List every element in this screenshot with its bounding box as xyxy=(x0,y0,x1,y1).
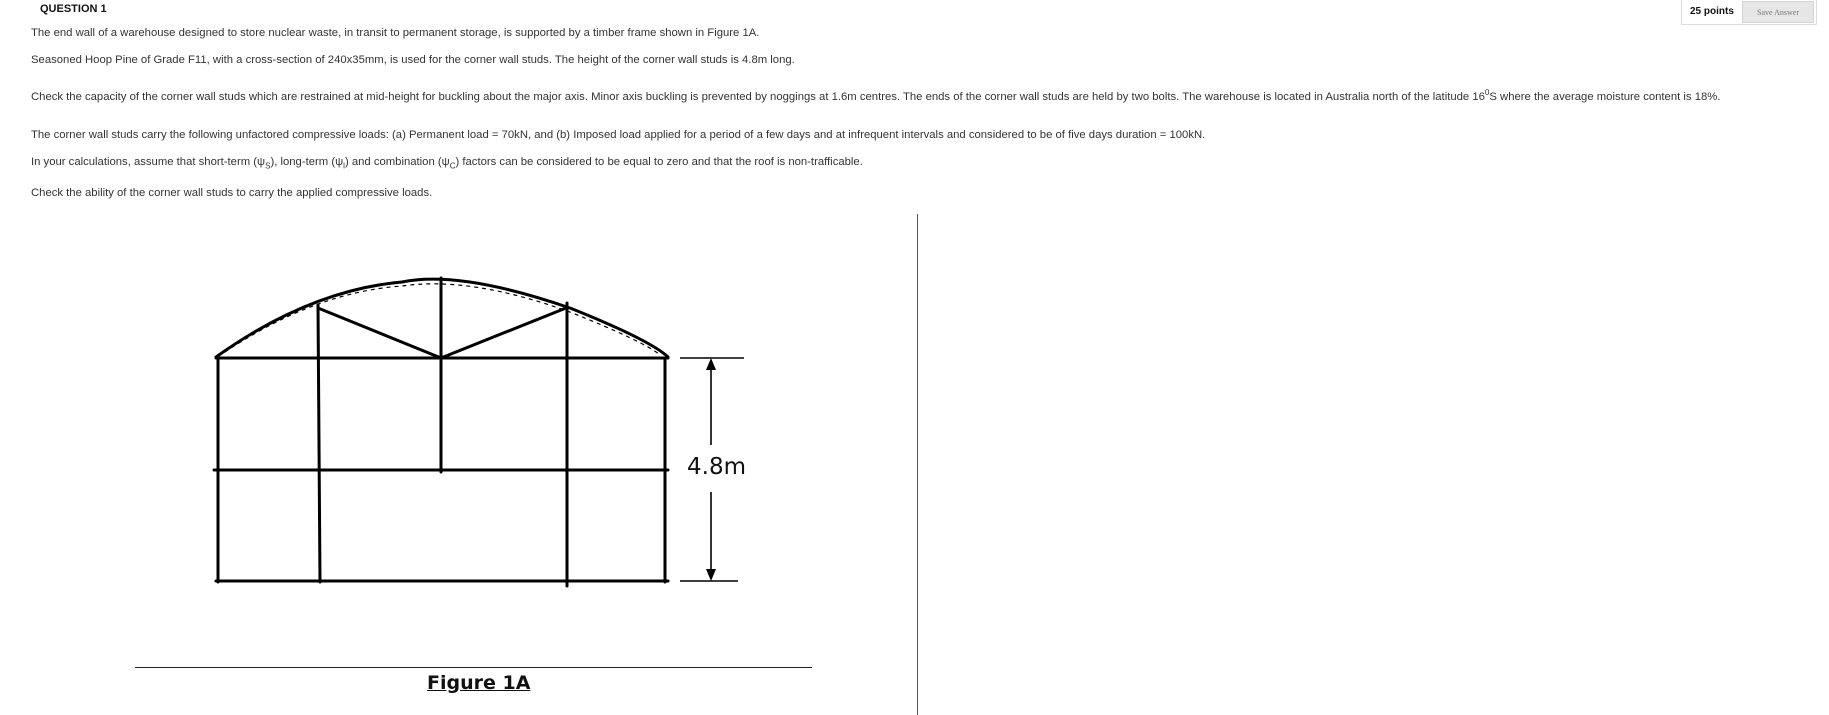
stud-2 xyxy=(318,305,320,582)
points-label: 25 points xyxy=(1690,6,1734,17)
psi-c-subscript: C xyxy=(449,161,456,171)
timber-frame-figure xyxy=(130,250,770,600)
dimension-arrow-up xyxy=(706,358,716,370)
paragraph-5-text-d: ) factors can be considered to be equal to zero and that the roof is non-trafficable. xyxy=(455,156,863,168)
figure-caption: Figure 1A xyxy=(427,672,531,694)
dimension-arrow-down xyxy=(706,569,716,581)
paragraph-3-text-b: S where the average moisture content is 18%. xyxy=(1489,90,1721,103)
psi-s-subscript: S xyxy=(265,161,271,171)
question-paragraph-4: The corner wall studs carry the following unfactored compressive loads: (a) Permanent load = 70kN, and (b) Imposed load applied for a period of a few days and at infrequent intervals and considered to be of five days duration = 100kN. xyxy=(31,129,1206,141)
paragraph-5-text-b: ), long-term (ψ xyxy=(270,156,344,168)
figure-rule xyxy=(135,667,812,668)
paragraph-3-text-a: Check the capacity of the corner wall studs which are restrained at mid-height for buckling about the major axis. Minor axis buckling is prevented by noggings at 1.6m centres. The ends of the corner wall studs are held by two bolts. The warehouse is located in Australia north of the latitude 16 xyxy=(31,90,1485,103)
question-paragraph-2: Seasoned Hoop Pine of Grade F11, with a cross-section of 240x35mm, is used for the corner wall studs. The height of the corner wall studs is 4.8m long. xyxy=(31,54,795,66)
question-title: QUESTION 1 xyxy=(40,3,107,15)
dimension-label: 4.8m xyxy=(687,454,746,480)
degree-superscript: 0 xyxy=(1484,88,1490,97)
question-paragraph-3 xyxy=(31,86,1806,104)
question-paragraph-6: Check the ability of the corner wall studs to carry the applied compressive loads. xyxy=(31,187,433,199)
roof-diagonal-left xyxy=(318,308,441,358)
save-answer-button[interactable]: Save Answer xyxy=(1742,1,1814,23)
roof-diagonal-right xyxy=(441,308,566,358)
question-paragraph-1: The end wall of a warehouse designed to store nuclear waste, in transit to permanent storage, is supported by a timber frame shown in Figure 1A. xyxy=(31,27,760,39)
points-panel xyxy=(1681,0,1817,25)
psi-l-subscript: l xyxy=(343,161,345,171)
question-paragraph-5 xyxy=(31,156,1806,172)
paragraph-5-text-c: ) and combination (ψ xyxy=(344,156,450,168)
column-divider xyxy=(917,214,918,715)
paragraph-5-text-a: In your calculations, assume that short-term (ψ xyxy=(31,156,266,168)
